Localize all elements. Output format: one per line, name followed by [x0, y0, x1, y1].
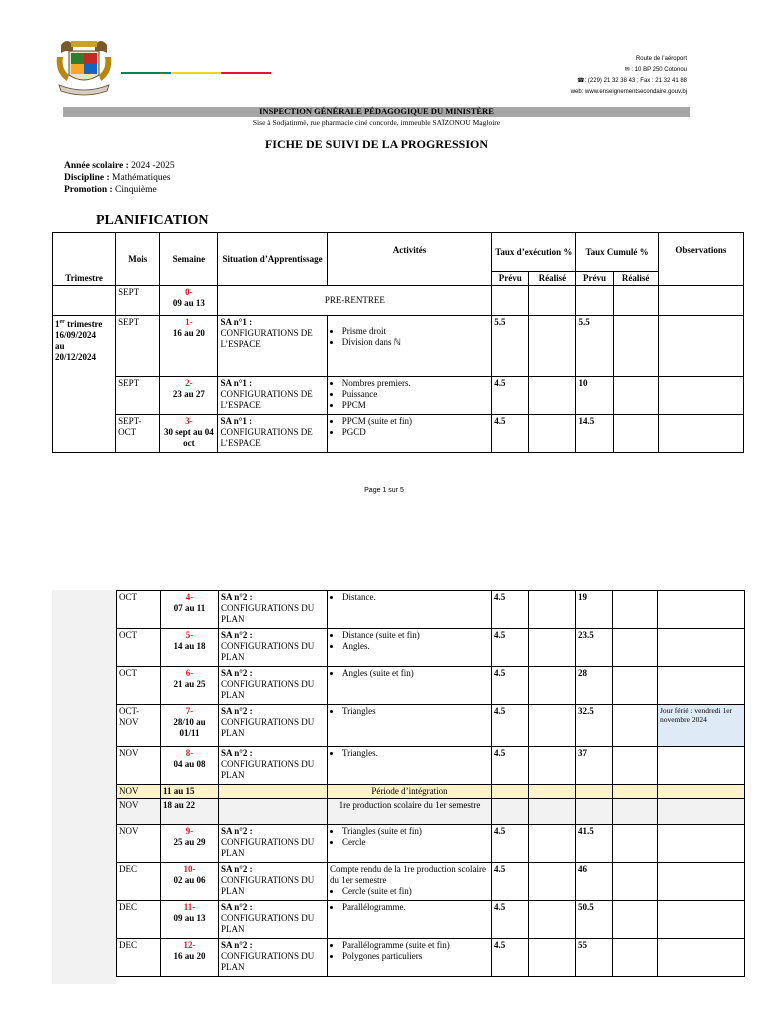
week-number: 9- — [185, 826, 194, 836]
activity-item: • Angles (suite et fin) — [342, 668, 489, 679]
semaine-cell — [161, 629, 219, 667]
cumul-realise-cell — [613, 705, 658, 747]
week-number: 11- — [183, 902, 196, 912]
mois-cell: OCT — [117, 591, 161, 629]
empty-cell — [658, 286, 743, 316]
semaine-cell — [161, 825, 219, 863]
mois-cell: SEPT — [116, 316, 160, 377]
cumul-prevu-cell: 10 — [576, 377, 613, 415]
trimestre-au: au — [55, 341, 65, 351]
header-mois: Mois — [116, 233, 160, 286]
cumul-prevu-cell: 41.5 — [576, 825, 613, 863]
empty-cell — [219, 799, 328, 825]
empty-cell — [576, 785, 613, 799]
activites-cell — [328, 901, 492, 939]
table-row — [117, 747, 745, 785]
cumul-prevu-cell: 14.5 — [576, 415, 613, 453]
mois-cell: DEC — [117, 939, 161, 977]
semaine-cell — [161, 939, 219, 977]
observations-cell — [658, 316, 743, 377]
header-realise: Réalisé — [529, 272, 576, 286]
realise-cell — [529, 901, 576, 939]
sa-body: CONFIGURATIONS DU PLAN — [221, 603, 315, 624]
semaine-cell — [161, 591, 219, 629]
observations-cell — [658, 939, 745, 977]
sa-body: CONFIGURATIONS DU PLAN — [221, 875, 315, 896]
observations-cell — [658, 901, 745, 939]
header-taux-cumule: Taux Cumulé % — [576, 233, 658, 272]
sa-title: SA n°2 : — [221, 706, 253, 716]
document-meta — [64, 160, 175, 196]
sa-title: SA n°1 : — [220, 416, 253, 426]
activity-item: • PPCM — [342, 400, 489, 411]
empty-cell — [658, 799, 745, 825]
annee-label: Année scolaire : — [64, 161, 129, 171]
week-number: 1- — [185, 317, 193, 327]
activites-cell — [327, 377, 491, 415]
prevu-cell: 4.5 — [492, 939, 529, 977]
sa-cell — [218, 316, 327, 377]
cumul-prevu-cell: 37 — [576, 747, 613, 785]
week-number: 4- — [185, 592, 194, 602]
sa-cell — [219, 667, 328, 705]
cumul-realise-cell — [613, 863, 658, 901]
realise-cell — [529, 939, 576, 977]
trimestre-end: 20/12/2024 — [55, 352, 97, 362]
trimestre-start: 16/09/2024 — [55, 330, 97, 340]
cumul-prevu-cell: 50.5 — [576, 901, 613, 939]
cumul-realise-cell — [613, 591, 658, 629]
sa-cell — [219, 591, 328, 629]
promotion-value: Cinquième — [112, 185, 157, 195]
week-dates: 07 au 11 — [173, 603, 206, 613]
week-dates: 16 au 20 — [173, 951, 206, 961]
activites-cell — [328, 747, 492, 785]
activity-item: • Triangles (suite et fin) — [342, 826, 489, 837]
sa-cell — [218, 415, 327, 453]
activity-item: • Parallélogramme. — [342, 902, 489, 913]
activites-cell — [328, 629, 492, 667]
activity-item: • Puissance — [342, 389, 489, 400]
trimestre-cell — [53, 316, 116, 453]
activites-cell — [328, 591, 492, 629]
mois-cell: NOV — [117, 747, 161, 785]
mois-cell: DEC — [117, 901, 161, 939]
sa-body: CONFIGURATIONS DU PLAN — [221, 951, 315, 972]
phone-icon: ☎ — [577, 78, 585, 84]
empty-cell — [658, 785, 745, 799]
activity-item: • Polygones particuliers — [342, 951, 489, 962]
realise-cell — [529, 705, 576, 747]
sa-body: CONFIGURATIONS DE L’ESPACE — [220, 389, 313, 410]
activity-item: • Division dans ℕ — [342, 337, 489, 348]
activity-item: • Distance. — [342, 592, 489, 603]
week-dates: 28/10 au 01/11 — [173, 717, 206, 738]
cumul-realise-cell — [613, 377, 658, 415]
header-prevu-cumul: Prévu — [576, 272, 613, 286]
cumul-realise-cell — [613, 415, 658, 453]
realise-cell — [529, 667, 576, 705]
activites-cell — [327, 316, 491, 377]
mois-cell: SEPT-OCT — [116, 415, 160, 453]
semaine-cell — [161, 667, 219, 705]
empty-cell — [576, 286, 613, 316]
contact-line-address: Route de l’aéroport — [635, 56, 687, 62]
progression-table-page2 — [116, 590, 745, 977]
flag-stripe-yellow — [171, 72, 221, 74]
table-row — [53, 316, 744, 377]
observations-cell — [658, 863, 745, 901]
activites-cell — [328, 863, 492, 901]
cumul-realise-cell — [613, 825, 658, 863]
week-dates: 09 au 13 — [172, 298, 205, 308]
table-row — [53, 415, 744, 453]
annee-scolaire — [64, 160, 175, 172]
sa-cell — [219, 629, 328, 667]
flag-stripe-red — [221, 72, 271, 74]
header-activites: Activités — [327, 233, 491, 286]
realise-cell — [529, 377, 576, 415]
cumul-realise-cell — [613, 747, 658, 785]
semaine-cell — [161, 747, 219, 785]
cumul-realise-cell — [613, 667, 658, 705]
sa-cell — [219, 705, 328, 747]
mois-cell: OCT — [117, 667, 161, 705]
sa-title: SA n°2 : — [221, 902, 253, 912]
sa-title: SA n°1 : — [220, 378, 253, 388]
sa-body: CONFIGURATIONS DE L’ESPACE — [220, 328, 313, 349]
mois-cell: SEPT — [116, 286, 160, 316]
contact-po-text: : 10 BP 250 Cotonou — [631, 67, 687, 73]
mois-cell: NOV — [117, 825, 161, 863]
sa-cell — [219, 863, 328, 901]
cumul-prevu-cell: 19 — [576, 591, 613, 629]
realise-cell — [529, 629, 576, 667]
week-dates: 25 au 29 — [173, 837, 206, 847]
cumul-prevu-cell: 23.5 — [576, 629, 613, 667]
week-number: 7- — [185, 706, 194, 716]
prevu-cell: 4.5 — [492, 377, 529, 415]
sa-title: SA n°1 : — [220, 317, 253, 327]
observations-cell — [658, 825, 745, 863]
empty-cell — [529, 785, 576, 799]
empty-cell — [576, 799, 613, 825]
prevu-cell: 4.5 — [492, 591, 529, 629]
activity-item: • Angles. — [342, 641, 489, 652]
semaine-cell — [160, 415, 218, 453]
observations-cell — [658, 747, 745, 785]
sa-title: SA n°2 : — [221, 864, 253, 874]
cumul-realise-cell — [613, 939, 658, 977]
mois-cell: SEPT — [116, 377, 160, 415]
semaine-cell — [161, 901, 219, 939]
realise-cell — [529, 316, 576, 377]
table-row — [117, 705, 745, 747]
header-observations: Observations — [658, 233, 743, 286]
sa-body: CONFIGURATIONS DU PLAN — [221, 679, 315, 700]
benin-coat-of-arms-logo — [53, 35, 115, 97]
table-row — [53, 377, 744, 415]
integration-label: Période d’intégration — [328, 785, 492, 799]
observations-cell — [658, 415, 743, 453]
table-row — [117, 591, 745, 629]
semaine-cell — [161, 863, 219, 901]
sa-body: CONFIGURATIONS DU PLAN — [221, 717, 315, 738]
mois-cell: NOV — [117, 785, 161, 799]
week-dates: 23 au 27 — [172, 389, 205, 399]
empty-cell — [492, 785, 529, 799]
activity-item: • Cercle (suite et fin) — [342, 886, 489, 897]
activity-item: • Prisme droit — [342, 326, 489, 337]
production-label: 1re production scolaire du 1er semestre — [328, 799, 492, 825]
mois-cell: OCT-NOV — [117, 705, 161, 747]
header-prevu: Prévu — [492, 272, 529, 286]
header-trimestre: Trimestre — [53, 233, 116, 286]
realise-cell — [529, 863, 576, 901]
discipline-value: Mathématiques — [109, 173, 171, 183]
sa-title: SA n°2 : — [221, 630, 253, 640]
promotion-label: Promotion : — [64, 185, 113, 195]
table-row — [53, 286, 744, 316]
week-number: 0- — [185, 287, 193, 297]
production-row — [117, 799, 745, 825]
week-dates: 16 au 20 — [172, 328, 205, 338]
week-number: 6- — [185, 668, 194, 678]
sa-cell — [218, 377, 327, 415]
week-number: 2- — [185, 378, 193, 388]
annee-value: 2024 -2025 — [128, 161, 175, 171]
header-semaine: Semaine — [160, 233, 218, 286]
sa-title: SA n°2 : — [221, 826, 253, 836]
week-number: 10- — [183, 864, 196, 874]
pre-rentree-cell: PRE-RENTREE — [218, 286, 492, 316]
realise-cell — [529, 415, 576, 453]
cumul-prevu-cell: 5.5 — [576, 316, 613, 377]
sa-body: CONFIGURATIONS DE L’ESPACE — [220, 427, 313, 448]
semaine-cell — [160, 286, 218, 316]
sa-body: CONFIGURATIONS DU PLAN — [221, 913, 315, 934]
week-dates: 09 au 13 — [173, 913, 206, 923]
progression-table-page1 — [52, 232, 744, 453]
cumul-prevu-cell: 28 — [576, 667, 613, 705]
empty-cell — [219, 785, 328, 799]
cumul-realise-cell — [613, 316, 658, 377]
prevu-cell: 4.5 — [492, 629, 529, 667]
realise-cell — [529, 591, 576, 629]
page-footer: Page 1 sur 5 — [364, 487, 404, 494]
contact-line-web: web: www.enseignementsecondaire.gouv.bj — [570, 89, 687, 95]
sa-body: CONFIGURATIONS DU PLAN — [221, 641, 315, 662]
cumul-prevu-cell: 55 — [576, 939, 613, 977]
sa-body: CONFIGURATIONS DU PLAN — [221, 837, 315, 858]
activity-item: • PGCD — [342, 427, 489, 438]
trimestre-line: 1er trimestre — [55, 319, 103, 329]
empty-cell — [613, 785, 658, 799]
sa-cell — [219, 901, 328, 939]
empty-cell — [529, 799, 576, 825]
week-dates: 21 au 25 — [173, 679, 206, 689]
table-row — [117, 863, 745, 901]
prevu-cell: 4.5 — [492, 747, 529, 785]
prevu-cell: 4.5 — [492, 667, 529, 705]
sa-body: CONFIGURATIONS DU PLAN — [221, 759, 315, 780]
discipline-label: Discipline : — [64, 173, 110, 183]
semaine-cell — [160, 316, 218, 377]
prevu-cell: 4.5 — [492, 825, 529, 863]
activity-item: • Parallélogramme (suite et fin) — [342, 940, 489, 951]
mois-cell: NOV — [117, 799, 161, 825]
table-row — [117, 939, 745, 977]
sa-title: SA n°2 : — [221, 940, 253, 950]
activity-item: • Triangles — [342, 706, 489, 717]
trimestre-continuation-strip — [52, 590, 116, 984]
semaine-cell: 18 au 22 — [161, 799, 219, 825]
table-row — [117, 667, 745, 705]
inspection-address: Sise à Sodjatinmè, rue pharmacie ciné concorde, immeuble SAÏZONOU Magloire — [252, 118, 501, 127]
header-realise-cumul: Réalisé — [613, 272, 658, 286]
mois-cell: DEC — [117, 863, 161, 901]
table-row — [117, 901, 745, 939]
week-number: 5- — [185, 630, 194, 640]
cumul-realise-cell — [613, 901, 658, 939]
contact-line-po — [571, 65, 687, 76]
activity-item: • PPCM (suite et fin) — [342, 416, 489, 427]
semaine-cell: 11 au 15 — [161, 785, 219, 799]
semaine-cell — [160, 377, 218, 415]
discipline — [64, 172, 175, 184]
trimestre-cell-empty — [53, 286, 116, 316]
empty-cell — [613, 286, 658, 316]
sa-title: SA n°2 : — [221, 592, 253, 602]
sa-cell — [219, 825, 328, 863]
prevu-cell: 5.5 — [492, 316, 529, 377]
observations-cell — [658, 667, 745, 705]
sa-cell — [219, 939, 328, 977]
contact-phone-text: : (229) 21 32 38 43 ; Fax : 21 32 41 88 — [584, 78, 687, 84]
empty-cell — [492, 286, 529, 316]
week-dates: 30 sept au 04 oct — [163, 427, 214, 448]
empty-cell — [529, 286, 576, 316]
week-dates: 02 au 06 — [173, 875, 206, 885]
observations-cell: Jour férié : vendredi 1er novembre 2024 — [658, 705, 745, 747]
week-number: 8- — [185, 748, 194, 758]
section-heading: PLANIFICATION — [96, 213, 209, 228]
observations-cell — [658, 377, 743, 415]
observations-cell — [658, 591, 745, 629]
week-number: 12- — [183, 940, 196, 950]
inspection-title: INSPECTION GÉNÉRALE PÉDAGOGIQUE DU MINISTÈRE — [259, 106, 494, 116]
sa-title: SA n°2 : — [221, 748, 253, 758]
activity-item: • Distance (suite et fin) — [342, 630, 489, 641]
integration-row — [117, 785, 745, 799]
activity-item: • Nombres premiers. — [342, 378, 489, 389]
prevu-cell: 4.5 — [492, 415, 529, 453]
empty-cell — [492, 799, 529, 825]
empty-cell — [613, 799, 658, 825]
activites-cell — [328, 825, 492, 863]
week-dates: 04 au 08 — [173, 759, 206, 769]
header-situation: Situation d’Apprentissage — [218, 233, 327, 286]
mois-cell: OCT — [117, 629, 161, 667]
cumul-prevu-cell: 32.5 — [576, 705, 613, 747]
activites-cell — [328, 667, 492, 705]
header-taux-execution: Taux d’exécution % — [492, 233, 576, 272]
week-number: 3- — [185, 416, 193, 426]
table-row — [117, 629, 745, 667]
realise-cell — [529, 747, 576, 785]
table-row — [117, 825, 745, 863]
activity-item: • Triangles. — [342, 748, 489, 759]
semaine-cell — [161, 705, 219, 747]
sa-cell — [219, 747, 328, 785]
activity-item: • Cercle — [342, 837, 489, 848]
promotion — [64, 184, 175, 196]
week-dates: 14 au 18 — [173, 641, 206, 651]
observations-cell — [658, 629, 745, 667]
activites-cell — [328, 939, 492, 977]
activites-cell — [328, 705, 492, 747]
contact-block — [571, 54, 687, 98]
prevu-cell: 4.5 — [492, 863, 529, 901]
cumul-prevu-cell: 46 — [576, 863, 613, 901]
sa-title: SA n°2 : — [221, 668, 253, 678]
cumul-realise-cell — [613, 629, 658, 667]
activites-cell — [327, 415, 491, 453]
realise-cell — [529, 825, 576, 863]
flag-stripe-green — [121, 72, 171, 74]
prevu-cell: 4.5 — [492, 901, 529, 939]
mailbox-icon: ✉ — [624, 67, 632, 73]
document-title: FICHE DE SUIVI DE LA PROGRESSION — [264, 137, 489, 151]
prevu-cell: 4.5 — [492, 705, 529, 747]
contact-line-phone — [571, 76, 687, 87]
activity-text: Compte rendu de la 1re production scolaire du 1er semestre — [330, 864, 486, 885]
